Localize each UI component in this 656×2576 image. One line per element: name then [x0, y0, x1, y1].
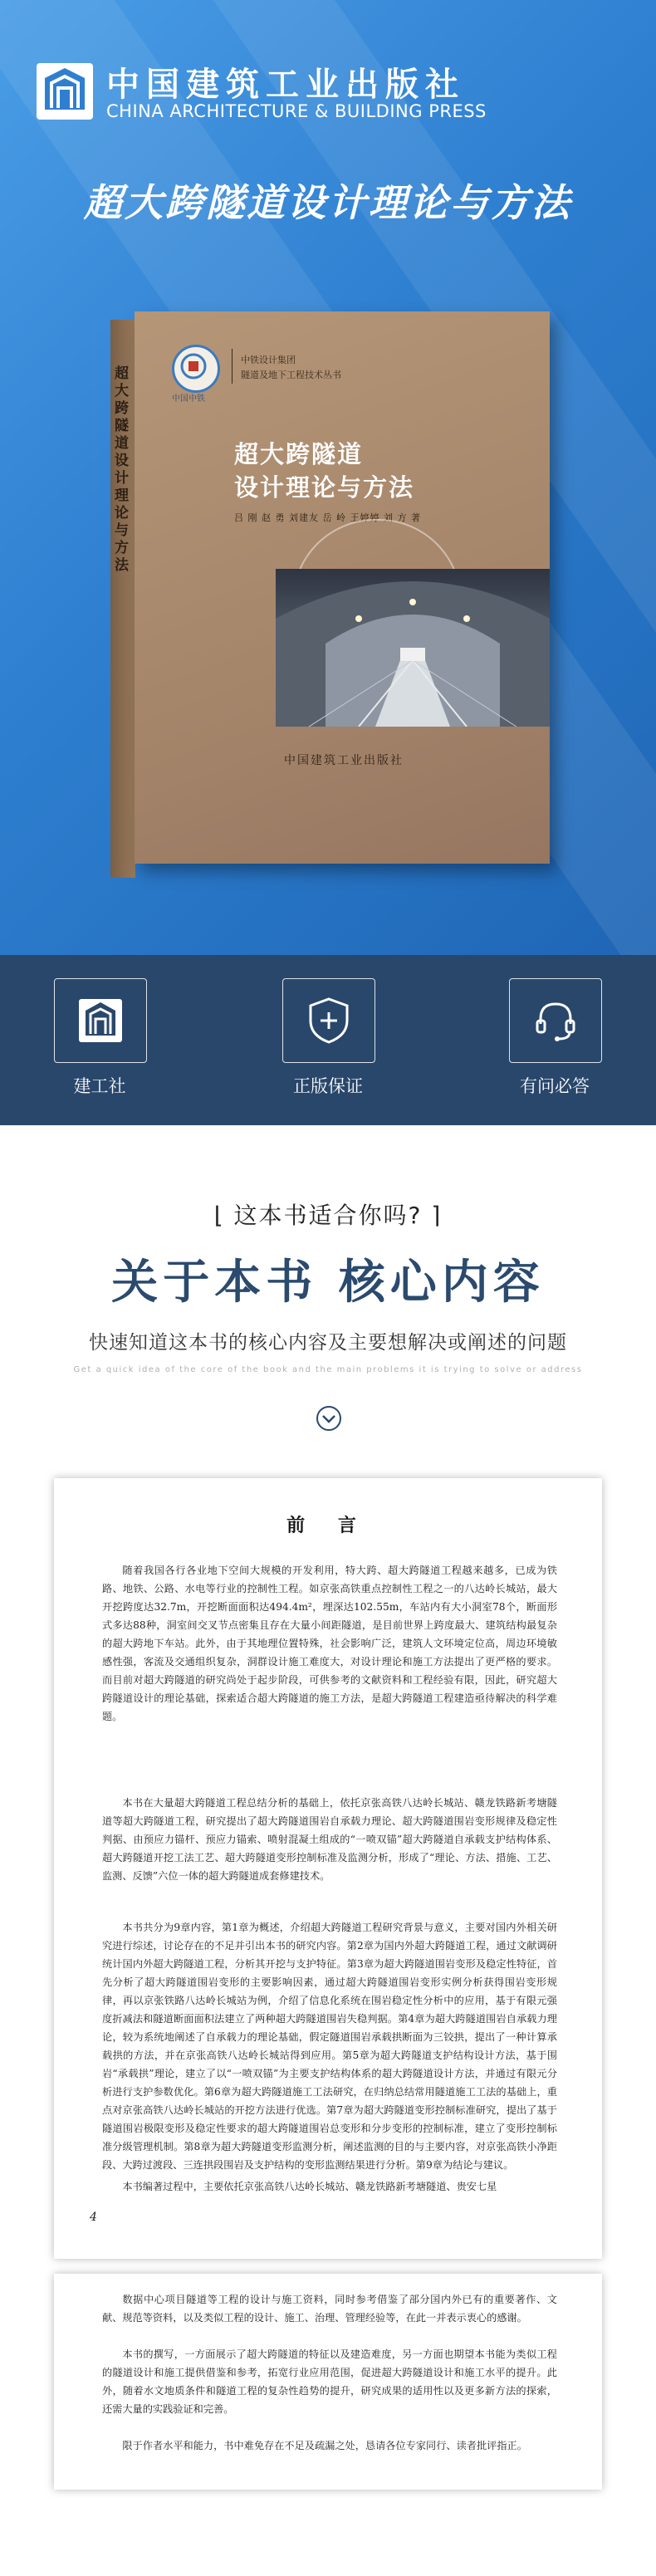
- preface-title: 前 言: [286, 1515, 370, 1536]
- publisher-name-cn: 中国建筑工业出版社: [106, 65, 465, 104]
- feature-tile-publisher[interactable]: [54, 978, 147, 1063]
- chevron-down-icon[interactable]: [316, 1405, 342, 1432]
- preface-paragraph-4: 本书编著过程中，主要依托京张高铁八达岭长城站、赣龙铁路新考塘隧道、贵安七星: [122, 2181, 497, 2192]
- preface-paragraph-1: 随着我国各行各业地下空间大规模的开发利用，特大跨、超大跨隧道工程越来越多，已成为铁路、地铁、公路、水电等行业的控制性工程。如京张高铁重点控制性工程之一的八达岭长城站，最大开挖跨度达32.7m，开挖断面面积达494.4m²，埋深达102.55m，车站内有大小洞室78个，断面形式多达88种，洞室间交叉节点密集且存在大量小间距隧道，是目前世界上跨度最大、建筑结构最复杂的超大跨地下车站。此外，由于其地理位置特殊，社会影响广泛，建筑人文环境定位高，周边环境敏感性强，客流及交通组织复杂，洞群设计施工难度大，对设计理论和施工方法提出了更严格的要求。而目前对超大跨隧道的研究尚处于起步阶段，可供参考的文献资料和工程经验有限，因此，研究超大跨隧道设计的理论基础，探索适合超大跨隧道的施工方法，是超大跨隧道工程建造亟待解决的科学难题。: [102, 1565, 557, 1722]
- section-subtitle: 快速知道这本书的核心内容及主要想解决或阐述的问题: [89, 1332, 567, 1354]
- cover-divider: [232, 349, 233, 384]
- cover-publisher: 中国建筑工业出版社: [284, 754, 404, 767]
- book-spine-title: 超大跨隧道设计理论与方法: [115, 365, 129, 574]
- preface-page-1: [54, 1478, 602, 2259]
- preface-paragraph-2: 本书在大量超大跨隧道工程总结分析的基础上，依托京张高铁八达岭长城站、赣龙铁路新考塘隧道等超大跨隧道工程，研究提出了超大跨隧道围岩自承载力理论、超大跨隧道围岩变形规律及稳定性判据、由预应力锚杆、预应力锚索、喷射混凝土组成的“一喷双锚”超大跨隧道自承载支护结构体系、超大跨隧道开挖工法工艺、超大跨隧道变形控制标准及监测分析，形成了“理论、方法、措施、工艺、监测、反馈”六位一体的超大跨隧道成套修建技术。: [102, 1797, 557, 1882]
- preface-continued-2: 本书的撰写，一方面展示了超大跨隧道的特征以及建造难度，另一方面也期望本书能为类似工程的隧道设计和施工提供借鉴和参考，拓宽行业应用范围，促进超大跨隧道设计和施工水平的提升。此外，随着水文地质条件和隧道工程的复杂性趋势的提升，研究成果的适用性以及更多新方法的探索，还需大量的实践验证和完善。: [102, 2348, 557, 2415]
- publisher-name-en: CHINA ARCHITECTURE & BUILDING PRESS: [106, 101, 487, 121]
- series-line-1: 中铁设计集团: [241, 355, 296, 365]
- tunnel-photo: [276, 569, 550, 727]
- preface-continued-1: 数据中心项目隧道等工程的设计与施工资料，同时参考借鉴了部分国内外已有的重要著作、文献、规范等资料，以及类似工程的设计、施工、治理、管理经验等，在此一并表示衷心的感谢。: [102, 2294, 557, 2324]
- feature-tile-support[interactable]: [509, 978, 602, 1063]
- headset-icon: [532, 997, 579, 1044]
- feature-label-support: 有问必答: [520, 1076, 590, 1096]
- cover-title-line-2: 设计理论与方法: [234, 473, 415, 502]
- preface-continued-3: 限于作者水平和能力，书中难免存在不足及疏漏之处，恳请各位专家同行、读者批评指正。: [122, 2440, 527, 2451]
- publisher-logo-icon: [77, 997, 124, 1044]
- cover-authors: 吕 刚 赵 勇 刘建友 岳 岭 王婷婷 刘 方 著: [234, 512, 421, 523]
- feature-tile-genuine[interactable]: [282, 978, 375, 1063]
- feature-label-publisher: 建工社: [73, 1076, 126, 1096]
- hero-banner: [0, 0, 656, 955]
- emblem-caption: 中国中铁: [172, 394, 205, 404]
- page-number: 4: [90, 2211, 97, 2224]
- series-line-2: 隧道及地下工程技术丛书: [241, 370, 341, 380]
- book-cover: [135, 311, 550, 864]
- preface-paragraph-3: 本书共分为9章内容，第1章为概述，介绍超大跨隧道工程研究背景与意义，主要对国内外相关研究进行综述，讨论存在的不足并引出本书的研究内容。第2章为国内外超大跨隧道工程，通过文献调研统计国内外超大跨隧道工程，分析其开挖与支护特征。第3章为超大跨隧道围岩变形及稳定性特征，首先分析了超大跨隧道围岩变形的主要影响因素，通过超大跨隧道围岩变形实例分析获得围岩变形规律，再以京张铁路八达岭长城站为例，介绍了信息化系统在围岩稳定性分析中的应用，基于有限元强度折减法和隧道断面面积法建立了两种超大跨隧道围岩失稳判据。第4章为超大跨隧道围岩自承载力理论，较为系统地阐述了自承载力的理论基础，假定隧道围岩承载拱断面为三铰拱，提出了一种计算承载拱的方法，并在京张高铁八达岭长城站得到应用。第5章为超大跨隧道支护结构设计方法，基于围岩“承载拱”理论，建立了以“一喷双锚”为主要支护结构体系的超大跨隧道设计方法，并通过有限元分析进行支护参数优化。第6章为超大跨隧道施工工法研究，在归纳总结常用隧道施工工法的基础上，重点对京张高铁八达岭长城站的开挖方法进行优选。第7章为超大跨隧道变形控制标准研究，提出了基于隧道围岩极限变形及稳定性要求的超大跨隧道围岩总变形和分步变形的控制标准，建立了变形控制标准分级管理机制。第8章为超大跨隧道变形监测分析，阐述监测的目的与主要内容，对京张高铁小净距段、大跨过渡段、三连拱段围岩及支护结构的变形监测结果进行分析。第9章为结论与建议。: [102, 1922, 557, 2171]
- section-question: ⌊ 这本书适合你吗? ⌉: [213, 1202, 443, 1229]
- railway-emblem-icon: [172, 345, 220, 393]
- feature-label-genuine: 正版保证: [293, 1076, 363, 1096]
- shield-plus-icon: [306, 996, 352, 1046]
- cover-title-line-1: 超大跨隧道: [234, 440, 364, 468]
- section-heading: 关于本书 核心内容: [111, 1255, 545, 1310]
- publisher-logo-icon: [35, 61, 95, 121]
- page-title: 超大跨隧道设计理论与方法: [84, 180, 572, 225]
- preface-page-2: [54, 2274, 602, 2490]
- section-subtitle-en: Get a quick idea of the core of the book and the main problems it is trying to solve or address: [73, 1365, 583, 1374]
